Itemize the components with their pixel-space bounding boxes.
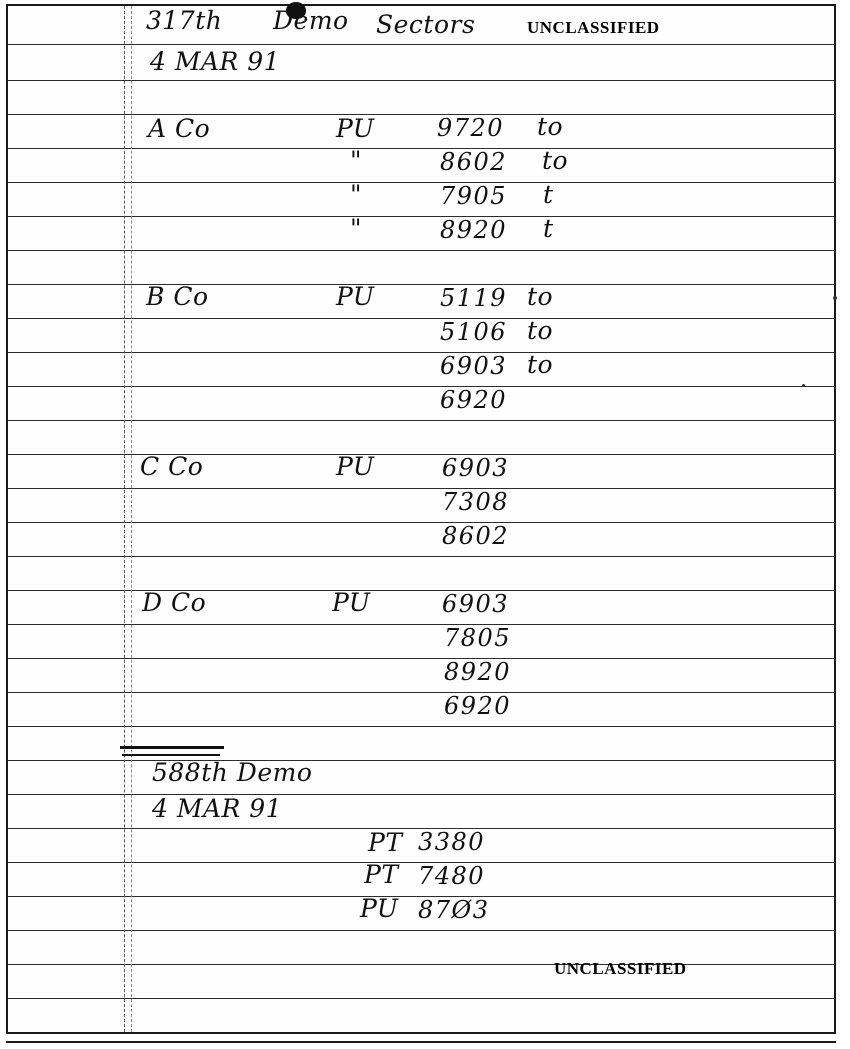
entry-unit-b: B Co <box>146 282 209 311</box>
entry-coord-a-2: 8602 <box>440 148 508 176</box>
entry-coord-a-1: 9720 <box>437 114 505 142</box>
entry-coord-a-4: 8920 <box>440 216 508 244</box>
margin-rule-left <box>124 6 125 1032</box>
entry-prefix-a-3: " <box>350 180 362 209</box>
header-type: Sectors <box>376 10 476 39</box>
entry-coord-c-3: 8602 <box>442 522 510 550</box>
entry-coord-a-3: 7905 <box>440 182 508 210</box>
entry-prefix-a-1: PU <box>336 114 375 143</box>
classification-stamp-top: UNCLASSIFIED <box>527 18 660 37</box>
scan-speck <box>802 384 805 387</box>
entry-coord-b-1: 5119 <box>440 284 508 312</box>
section-separator-stroke <box>122 754 220 756</box>
entry-prefix-d-1: PU <box>332 588 371 617</box>
entry-prefix-a-4: " <box>350 214 362 243</box>
entry-prefix-a-2: " <box>350 146 362 175</box>
entry-coord-d-2: 7805 <box>444 624 512 652</box>
entry-unit-d: D Co <box>142 588 207 617</box>
header-subject: Demo <box>273 6 349 35</box>
second-section-prefix-1: PT <box>368 828 403 857</box>
second-section-coord-2: 7480 <box>418 862 486 890</box>
entry-coord-b-4: 6920 <box>440 386 508 414</box>
entry-suffix-b-1: to <box>527 282 554 311</box>
entry-coord-d-1: 6903 <box>442 590 510 618</box>
second-section-prefix-3: PU <box>360 894 399 923</box>
margin-rule-right <box>131 6 132 1032</box>
entry-coord-d-4: 6920 <box>444 692 512 720</box>
entry-unit-c: C Co <box>140 452 204 481</box>
entry-unit-a: A Co <box>148 114 211 143</box>
header-unit: 317th <box>146 6 223 35</box>
second-section-unit: 588th Demo <box>152 758 313 787</box>
second-section-prefix-2: PT <box>364 860 399 889</box>
entry-suffix-a-1: to <box>537 112 564 141</box>
entry-suffix-a-2: to <box>542 146 569 175</box>
second-section-coord-1: 3380 <box>418 828 486 856</box>
entry-prefix-b-1: PU <box>336 282 375 311</box>
entry-coord-b-3: 6903 <box>440 352 508 380</box>
entry-suffix-a-3: t <box>543 180 554 209</box>
classification-stamp-bottom: UNCLASSIFIED <box>554 959 687 978</box>
entry-coord-b-2: 5106 <box>440 318 508 346</box>
second-section-date: 4 MAR 91 <box>152 794 283 823</box>
entry-prefix-c-1: PU <box>336 452 375 481</box>
entry-coord-d-3: 8920 <box>444 658 512 686</box>
entry-suffix-a-4: t <box>543 214 554 243</box>
entry-coord-c-1: 6903 <box>442 454 510 482</box>
section-separator-stroke <box>120 746 224 749</box>
entry-coord-c-2: 7308 <box>442 488 510 516</box>
entry-suffix-b-3: to <box>527 350 554 379</box>
page-bottom-border <box>6 1041 836 1043</box>
entry-suffix-b-2: to <box>527 316 554 345</box>
second-section-coord-3: 87Ø3 <box>418 896 490 924</box>
header-date: 4 MAR 91 <box>150 47 281 76</box>
scan-speck <box>833 296 837 300</box>
